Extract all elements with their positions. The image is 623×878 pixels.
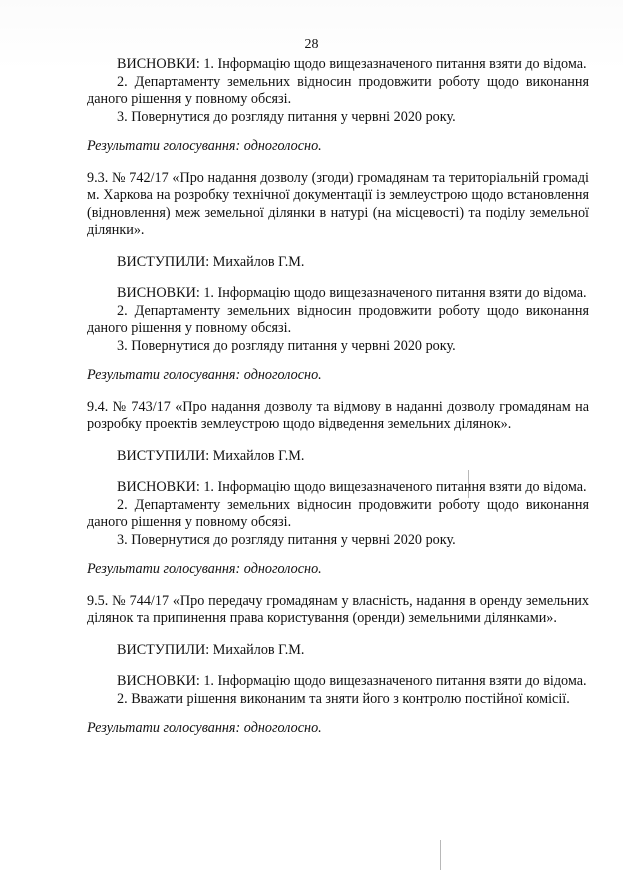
conclusions-block — [87, 56, 589, 126]
paragraph-spacer — [87, 271, 589, 285]
paragraph-spacer — [87, 126, 589, 138]
conclusion-point: 2. Департаменту земельних відносин продовжити роботу щодо виконання даного рішення у повному обсязі. — [87, 302, 589, 336]
paragraph-spacer — [87, 240, 589, 254]
conclusions-text: ВИСНОВКИ: 1. Інформацію щодо вищезазначеного питання взяти до відома. — [117, 479, 587, 495]
paragraph-spacer — [87, 355, 589, 367]
conclusions-text: ВИСНОВКИ: 1. Інформацію щодо вищезазначеного питання взяти до відома. — [117, 673, 587, 689]
conclusion-point: 3. Повернутися до розгляду питання у червні 2020 року. — [117, 531, 456, 548]
paragraph-spacer — [87, 659, 589, 673]
agenda-item: 9.5. № 744/17 «Про передачу громадянам у власність, надання в оренду земельних ділянок та припинення права користування (оренди) земельними ділянками». — [87, 592, 589, 626]
conclusion-point: 2. Вважати рішення виконаним та зняти його з контролю постійної комісії. — [117, 690, 570, 707]
paragraph-spacer — [87, 465, 589, 479]
paragraph-spacer — [87, 708, 589, 720]
conclusion-point: 3. Повернутися до розгляду питання у червні 2020 року. — [117, 108, 456, 125]
conclusion-point: 2. Департаменту земельних відносин продовжити роботу щодо виконання даного рішення у повному обсязі. — [87, 496, 589, 530]
paragraph-spacer — [87, 628, 589, 642]
conclusions-block — [87, 479, 589, 549]
paragraph-spacer — [87, 385, 589, 399]
agenda-item: 9.4. № 743/17 «Про надання дозволу та відмову в наданні дозволу громадянам на розробку проектів землеустрою щодо відведення земельних ділянок». — [87, 398, 589, 432]
conclusion-point: 3. Повернутися до розгляду питання у червні 2020 року. — [117, 337, 456, 354]
speakers-line: ВИСТУПИЛИ: Михайлов Г.М. — [117, 253, 305, 270]
conclusions-block — [87, 673, 589, 708]
paragraph-spacer — [87, 434, 589, 448]
speakers-line: ВИСТУПИЛИ: Михайлов Г.М. — [117, 447, 305, 464]
voting-result: Результати голосування: одноголосно. — [87, 720, 322, 736]
conclusion-point: 2. Департаменту земельних відносин продовжити роботу щодо виконання даного рішення у повному обсязі. — [87, 73, 589, 107]
agenda-item: 9.3. № 742/17 «Про надання дозволу (згоди) громадянам та територіальній громаді м. Харкова на розробку технічної документації із землеустрою щодо встановлення (відновлення) меж земельної ділянки в натурі (на місцевості) та поділу земельної ділянки». — [87, 169, 589, 238]
voting-result: Результати голосування: одноголосно. — [87, 138, 322, 154]
voting-result: Результати голосування: одноголосно. — [87, 561, 322, 577]
document-body — [87, 56, 589, 738]
paragraph-spacer — [87, 579, 589, 593]
conclusions-block — [87, 285, 589, 355]
page-number: 28 — [304, 37, 319, 52]
voting-result: Результати голосування: одноголосно. — [87, 367, 322, 383]
speakers-line: ВИСТУПИЛИ: Михайлов Г.М. — [117, 641, 305, 658]
conclusions-text: ВИСНОВКИ: 1. Інформацію щодо вищезазначеного питання взяти до відома. — [117, 285, 587, 301]
paragraph-spacer — [87, 549, 589, 561]
scan-artifact — [440, 840, 441, 870]
conclusions-text: ВИСНОВКИ: 1. Інформацію щодо вищезазначеного питання взяти до відома. — [117, 56, 587, 72]
paragraph-spacer — [87, 156, 589, 170]
